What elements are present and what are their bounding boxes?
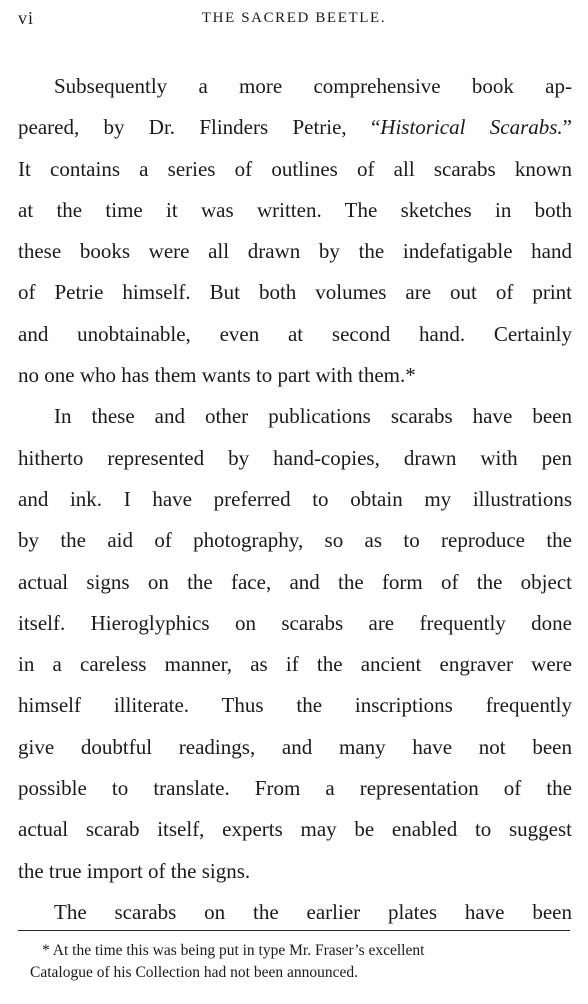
footnote-line: * At the time this was being put in type Mr. Fraser’s excellent [42,942,425,959]
text-line: of Petrie himself. But both volumes are out of print [18,280,572,305]
page-header [18,8,570,32]
text-line: at the time it was written. The sketches in both [18,197,572,222]
running-head: THE SACRED BEETLE. [201,10,387,26]
text-line: and ink. I have preferred to obtain my illustrations [18,486,572,511]
text-fragment: peared, by Dr. Flinders Petrie, “ [18,115,381,140]
text-line: itself. Hieroglyphics on scarabs are frequently done [18,610,572,635]
text-line: It contains a series of outlines of all scarabs known [18,156,572,181]
book-title: Historical Scarabs. [380,115,563,140]
footnote-rule [18,930,570,931]
text-line: give doubtful readings, and many have not been [18,734,572,759]
text-line: the true import of the signs. [18,858,251,883]
text-line: actual signs on the face, and the form of the object [18,569,572,594]
page-number: vi [18,8,35,28]
text-line: in a careless manner, as if the ancient engraver were [18,652,572,677]
text-line: Subsequently a more comprehensive book ap- [54,74,572,98]
text-line: by the aid of photography, so as to reproduce the [18,528,572,553]
text-line: these books were all drawn by the indefatigable hand [18,239,572,264]
body-text [18,66,572,933]
text-line: himself illiterate. Thus the inscriptions frequently [18,693,572,718]
text-line [18,107,572,148]
text-line: and unobtainable, even at second hand. Certainly [18,321,572,346]
text-line: actual scarab itself, experts may be enabled to suggest [18,817,572,842]
text-line: no one who has them wants to part with them.* [18,363,416,388]
text-line: hitherto represented by hand-copies, drawn with pen [18,445,572,470]
footnote-line: Catalogue of his Collection had not been announced. [30,964,358,981]
text-fragment: ” [562,115,572,140]
text-line: The scarabs on the earlier plates have been [54,899,572,924]
text-line: In these and other publications scarabs have been [54,404,572,429]
footnote [18,940,570,984]
text-line: possible to translate. From a representation of the [18,776,572,801]
